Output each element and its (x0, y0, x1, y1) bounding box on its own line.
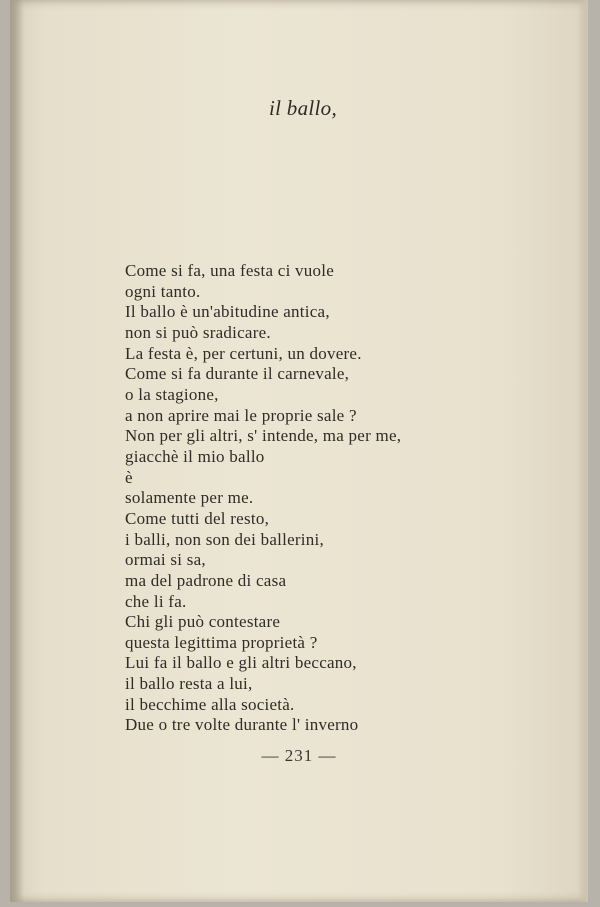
poem-title: il ballo, (268, 96, 338, 120)
poem-line: La festa è, per certuni, un dovere. (125, 343, 362, 363)
page-number: — 231 — (261, 746, 337, 765)
poem-line: giacchè il mio ballo (125, 446, 265, 466)
book-page (10, 0, 588, 902)
poem-line: a non aprire mai le proprie sale ? (125, 405, 357, 425)
page-gutter-shadow (10, 0, 24, 902)
poem-line: questa legittima proprietà ? (125, 632, 318, 652)
poem-line: Come si fa, una festa ci vuole (125, 261, 335, 280)
poem-line: Chi gli può contestare (125, 612, 281, 632)
poem-line: i balli, non son dei ballerini, (125, 529, 324, 549)
poem-line: o la stagione, (125, 384, 219, 404)
poem-line: non si può sradicare. (125, 322, 271, 342)
poem-body (125, 261, 545, 736)
poem-line: Non per gli altri, s' intende, ma per me, (125, 426, 402, 446)
poem-line: è (125, 467, 133, 487)
poem-line: ma del padrone di casa (125, 570, 287, 590)
poem-line: il becchime alla società. (125, 694, 295, 714)
poem-line: il ballo resta a lui, (125, 674, 253, 694)
poem-line: Come tutti del resto, (125, 508, 270, 528)
poem-line: Due o tre volte durante l' inverno (125, 715, 359, 735)
poem-line: ormai si sa, (125, 550, 206, 570)
poem-line: Lui fa il ballo e gli altri beccano, (125, 653, 357, 673)
poem-line: che li fa. (125, 591, 187, 611)
page-edge-shadow (578, 0, 588, 902)
poem-line: Come si fa durante il carnevale, (125, 364, 350, 384)
poem-line: solamente per me. (125, 488, 254, 508)
poem-line: ogni tanto. (125, 281, 201, 301)
poem-line: Il ballo è un'abitudine antica, (125, 302, 330, 322)
